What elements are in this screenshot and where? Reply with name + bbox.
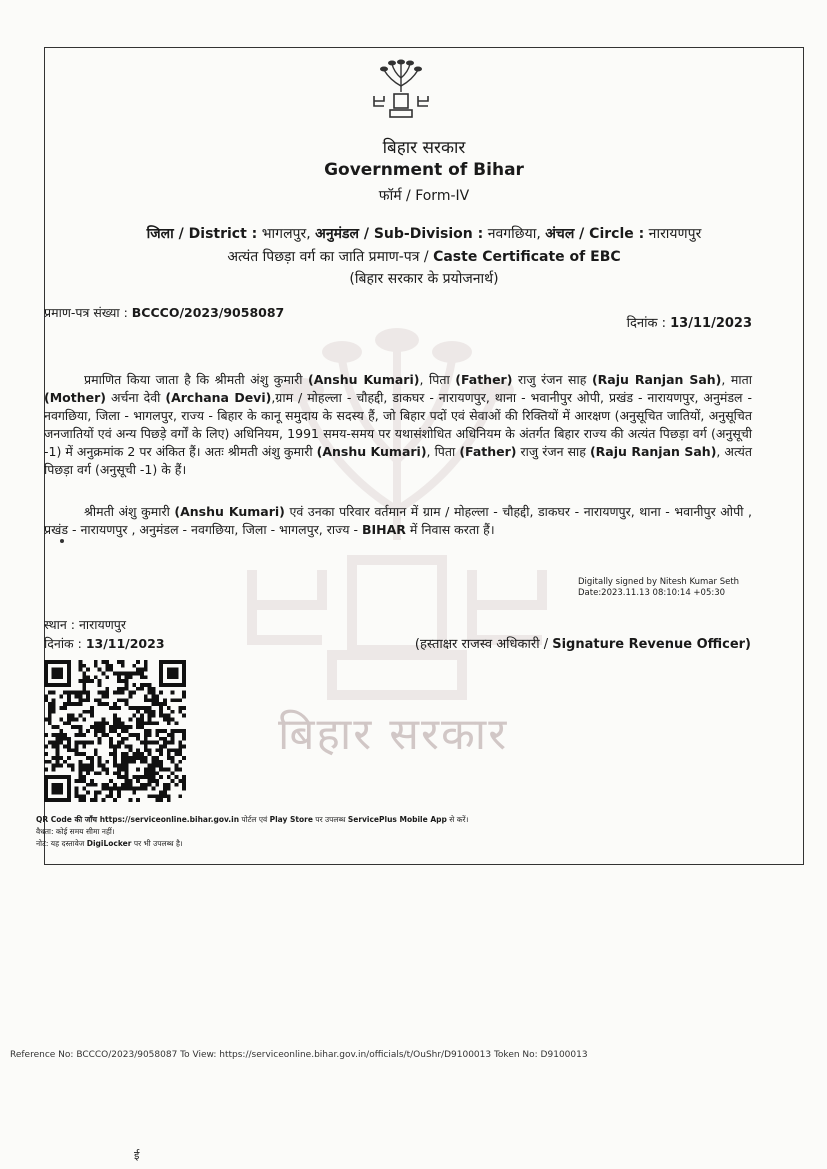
text-bold: (Father) [459, 444, 517, 459]
place-date-label: दिनांक : [44, 636, 86, 651]
text-segment: राजु रंजन साह [516, 444, 590, 459]
place-date-line [44, 634, 165, 653]
place-date-value: 13/11/2023 [85, 636, 165, 651]
certificate-title-english: Caste Certificate of EBC [433, 249, 621, 265]
text-bold: BIHAR [361, 522, 406, 537]
note-text: ServicePlus Mobile App [347, 815, 447, 824]
certificate-number-value: BCCCO/2023/9058087 [131, 305, 285, 320]
qr-code-icon[interactable] [44, 660, 186, 802]
note-text: पोर्टल एवं [239, 815, 270, 824]
qr-notes [36, 814, 468, 850]
reference-footer: Reference No: BCCCO/2023/9058087 To View: https://serviceonline.bihar.gov.in/officials/t/OuShr/D9100013 Token No: D9100013 [10, 1050, 588, 1060]
text-segment: एवं उनका परिवार वर्तमान में ग्राम / मोहल्ला - चौहद्दी, डाकघर - नारायणपुर, थाना - भवानीपुर ओपी , प्रखंड - नारायणपुर , अनुमंडल - नवगछिया, जिला - भागलपुर, राज्य - [44, 504, 752, 537]
digital-signature [578, 577, 739, 599]
text-bold: (Raju Ranjan Sah) [591, 372, 722, 387]
certificate-purpose: (बिहार सरकार के प्रयोजनार्थ) [349, 271, 499, 287]
subdivision-label: अनुमंडल / Sub-Division : [315, 226, 484, 242]
handwritten-mark: ई [134, 1149, 140, 1162]
digital-signature-date: Date:2023.11.13 08:10:14 +05:30 [578, 588, 726, 598]
ink-dot [60, 539, 64, 543]
text-segment: , पिता [426, 444, 460, 459]
qr-note-digilocker [36, 838, 468, 850]
text-bold: (Mother) [44, 390, 106, 405]
text-bold: (Anshu Kumari) [174, 504, 285, 519]
place-value: नारायणपुर [78, 617, 126, 632]
text-segment: , पिता [419, 372, 456, 387]
note-text: DigiLocker [86, 839, 132, 848]
circle-label: अंचल / Circle : [545, 226, 645, 242]
digital-signature-signer: Digitally signed by Nitesh Kumar Seth [578, 577, 740, 587]
certificate-number-label: प्रमाण-पत्र संख्या : [44, 305, 132, 320]
gov-name-hindi: बिहार सरकार [382, 138, 466, 158]
location-line [44, 224, 804, 243]
note-text: से करें। [446, 815, 469, 824]
text-bold: (Anshu Kumari) [308, 372, 420, 387]
place-label: स्थान : [44, 617, 79, 632]
district-value: भागलपुर, [257, 226, 316, 242]
form-number: फॉर्म / Form-IV [378, 188, 470, 204]
note-text: पर भी उपलब्ध है। [131, 839, 183, 848]
text-segment: राजु रंजन साह [512, 372, 592, 387]
text-segment: , अत्यंत पिछड़ा वर्ग (अनुसूची -1) के हैं। [44, 444, 752, 477]
residence-paragraph [44, 503, 752, 539]
district-label: जिला / District : [146, 226, 258, 242]
note-text: नोट: यह दस्तावेज [36, 839, 87, 848]
certification-paragraph [44, 371, 752, 479]
qr-note-verify [36, 814, 468, 826]
bihar-emblem-icon [370, 58, 432, 120]
subdivision-value: नवगछिया, [483, 226, 546, 242]
text-segment: प्रमाणित किया जाता है कि श्रीमती अंशु कुमारी [84, 372, 308, 387]
text-bold: (Anshu Kumari) [316, 444, 427, 459]
watermark-text: बिहार सरकार [278, 709, 509, 760]
certificate-number [44, 304, 284, 321]
text-bold: (Archana Devi) [165, 390, 272, 405]
issue-date [627, 313, 752, 331]
certificate-title-hindi: अत्यंत पिछड़ा वर्ग का जाति प्रमाण-पत्र / [227, 249, 434, 265]
text-segment: , माता [721, 372, 752, 387]
note-text: पर उपलब्ध [312, 815, 348, 824]
issue-date-value: 13/11/2023 [670, 316, 752, 331]
note-text: Play Store [269, 815, 313, 824]
text-bold: (Father) [455, 372, 513, 387]
place-date-block [44, 615, 165, 653]
text-segment: अर्चना देवी [105, 390, 166, 405]
text-segment: ,ग्राम / मोहल्ला - चौहद्दी, डाकघर - नारायणपुर, थाना - भवानीपुर ओपी, प्रखंड - नारायणपुर, अनुमंडल - नवगछिया, जिला - भागलपुर, राज्य - बिहार के कानू समुदाय के सदस्य हैं, जो बिहार पदों एवं सेवाओं की रिक्तियों में आरक्षण (अनुसूचित जातियों, अनुसूचित जनजातियों एवं अन्य पिछड़े वर्गों के लिए) अधिनियम, 1991 समय-समय पर यथासंशोधित अधिनियम के अंतर्गत बिहार राज्य की अत्यंत पिछड़ा वर्ग (अनुसूची -1) में अनुक्रमांक 2 पर अंकित हैं। अतः श्रीमती अंशु कुमारी [44, 390, 752, 459]
gov-name-english: Government of Bihar [324, 160, 524, 180]
signature-hindi: (हस्ताक्षर राजस्व अधिकारी / [414, 637, 553, 652]
note-text: QR Code की जाँच [36, 815, 100, 824]
text-segment: में निवास करता हैं। [405, 522, 495, 537]
signature-line [415, 634, 751, 652]
qr-note-validity: वैधता: कोई समय सीमा नहीं। [36, 827, 115, 836]
place-line [44, 615, 165, 634]
note-link: https://serviceonline.bihar.gov.in [99, 815, 240, 824]
signature-english: Signature Revenue Officer) [552, 637, 751, 652]
text-segment: श्रीमती अंशु कुमारी [84, 504, 175, 519]
certificate-title [44, 247, 804, 266]
circle-value: नारायणपुर [644, 226, 702, 242]
issue-date-label: दिनांक : [626, 316, 671, 331]
text-bold: (Raju Ranjan Sah) [589, 444, 717, 459]
